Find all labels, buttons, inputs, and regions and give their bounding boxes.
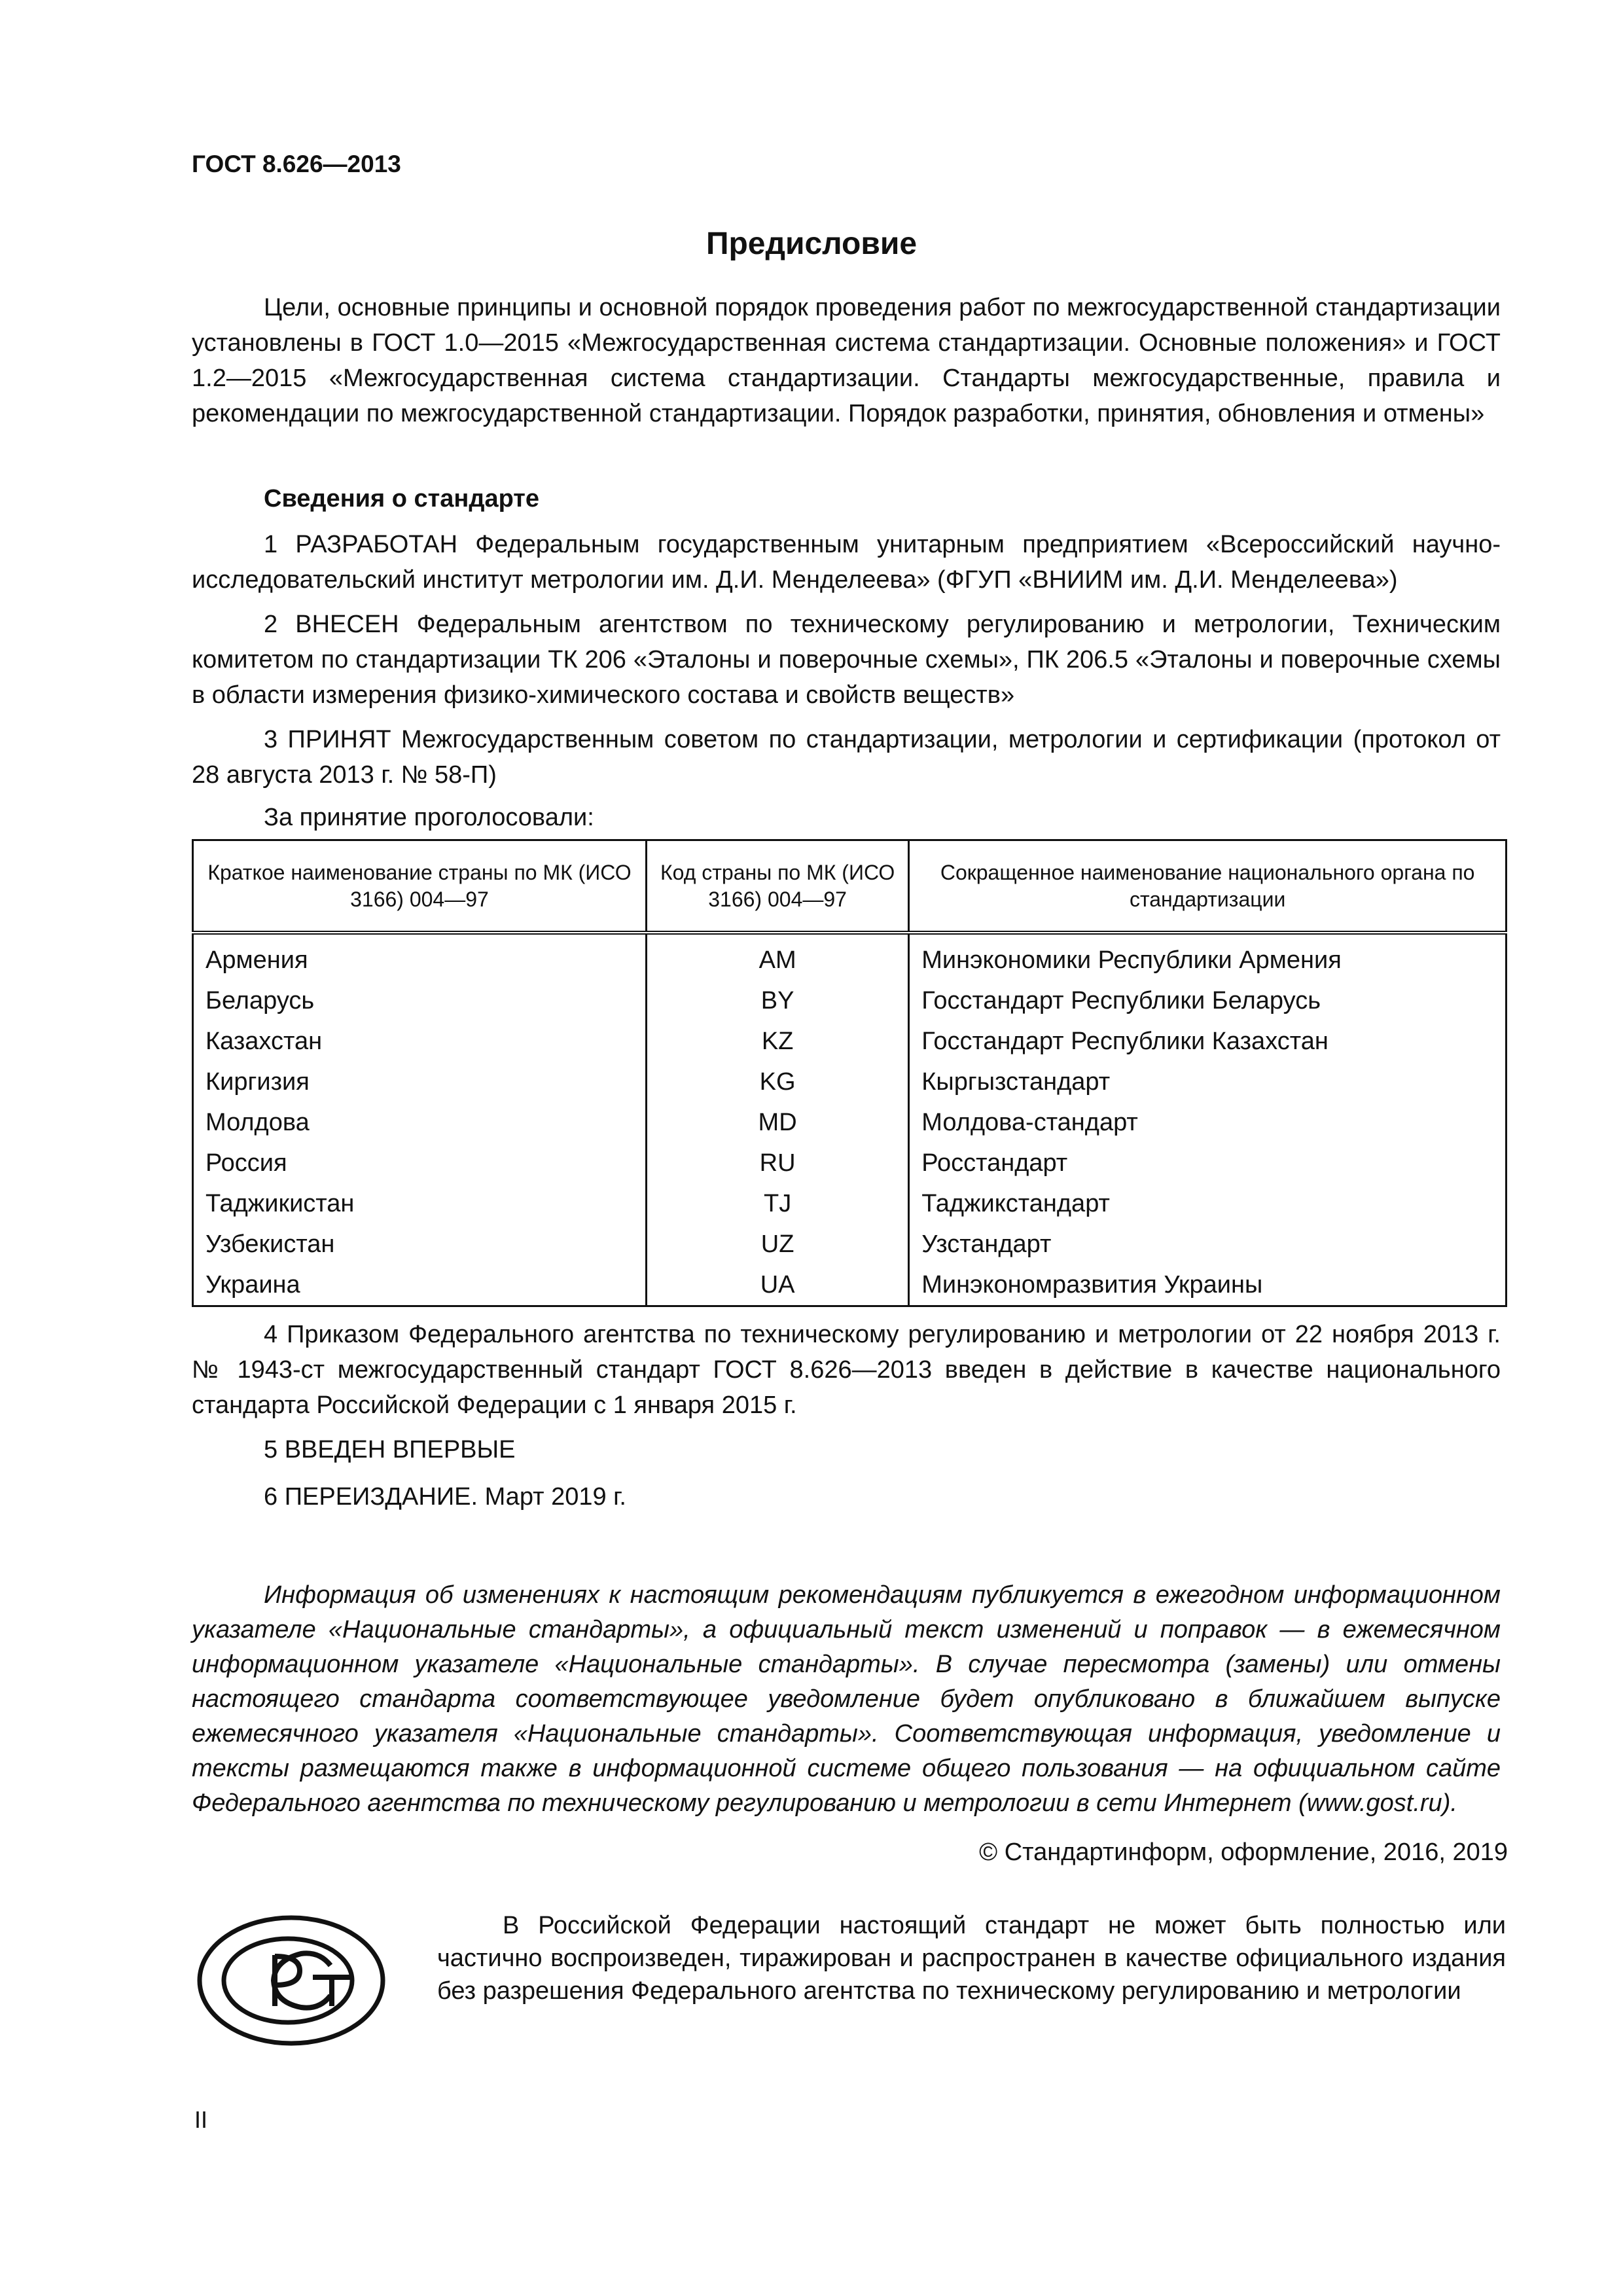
page-number: II xyxy=(194,2106,208,2133)
item-2 xyxy=(192,607,1501,713)
item-4 xyxy=(192,1317,1501,1423)
country-name: Узбекистан xyxy=(193,1224,647,1265)
item-2-text: 2 ВНЕСЕН Федеральным агентством по техническому регулированию и метрологии, Техническим комитетом по стандартизации ТК 206 «Эталоны и поверочные схемы», ПК 206.5 «Эталоны и поверочные схемы в области измерения физико-химического состава и свойств веществ» xyxy=(192,611,1501,709)
item-1 xyxy=(192,527,1501,598)
country-code: KG xyxy=(646,1062,908,1102)
country-code: BY xyxy=(646,980,908,1021)
country-name: Россия xyxy=(193,1143,647,1183)
intro-text: Цели, основные принципы и основной порядок проведения работ по межгосударственной стандартизации установлены в ГОСТ 1.0—2015 «Межгосударственная система стандартизации. Основные положения» и ГОСТ 1.2—2015 «Межгосударственная система стандартизации. Стандарты межгосударственные, правила и рекомендации по межгосударственной стандартизации. Порядок разработки, принятия, обновления и отмены» xyxy=(192,294,1501,427)
table-row xyxy=(193,1265,1507,1306)
header-country-name: Краткое наименование страны по МК (ИСО 3166) 004—97 xyxy=(193,840,647,933)
reproduction-notice xyxy=(437,1909,1506,2007)
changes-info-text: Информация об изменениях к настоящим рекомендациям публикуется в ежегодном информационном указателе «Национальные стандарты», а официальный текст изменений и поправок — в ежемесячном информационном указателе «Национальные стандарты». В случае пересмотра (замены) или отмены настоящего стандарта соответствующее уведомление будет опубликовано в ближайшем выпуске ежемесячного указателя «Национальные стандарты». Соответствующая информация, уведомление и тексты размещаются также в информационной системе общего пользования — на официальном сайте Федерального агентства по техническому регулированию и метрологии в сети Интернет (www.gost.ru). xyxy=(192,1581,1501,1817)
item-6-text: 6 ПЕРЕИЗДАНИЕ. Март 2019 г. xyxy=(264,1483,626,1511)
country-name: Армения xyxy=(193,933,647,980)
country-name: Киргизия xyxy=(193,1062,647,1102)
item-3-text: 3 ПРИНЯТ Межгосударственным советом по стандартизации, метрологии и сертификации (протокол от 28 августа 2013 г. № 58-П) xyxy=(192,726,1501,789)
copyright-line: © Стандартинформ, оформление, 2016, 2019 xyxy=(979,1839,1508,1866)
table-row xyxy=(193,1183,1507,1224)
item-1-text: 1 РАЗРАБОТАН Федеральным государственным унитарным предприятием «Всероссийский научно-исследовательский институт метрологии им. Д.И. Менделеева» (ФГУП «ВНИИМ им. Д.И. Менделеева») xyxy=(192,531,1501,594)
country-code: RU xyxy=(646,1143,908,1183)
header-country-code: Код страны по МК (ИСО 3166) 004—97 xyxy=(646,840,908,933)
national-body: Молдова-стандарт xyxy=(909,1102,1507,1143)
national-body: Таджикстандарт xyxy=(909,1183,1507,1224)
country-code: UA xyxy=(646,1265,908,1306)
standard-code-header: ГОСТ 8.626—2013 xyxy=(192,151,401,177)
country-name: Украина xyxy=(193,1265,647,1306)
reproduction-notice-text: В Российской Федерации настоящий стандарт не может быть полностью или частично воспроизведен, тиражирован и распространен в качестве официального издания без разрешения Федерального агентства по техническому регулированию и метрологии xyxy=(437,1912,1506,2005)
table-row xyxy=(193,980,1507,1021)
country-name: Таджикистан xyxy=(193,1183,647,1224)
table-row xyxy=(193,1224,1507,1265)
table-row xyxy=(193,1143,1507,1183)
country-name: Казахстан xyxy=(193,1021,647,1062)
country-name: Молдова xyxy=(193,1102,647,1143)
table-row xyxy=(193,933,1507,980)
changes-info-note xyxy=(192,1578,1501,1821)
national-body: Минэкономразвития Украины xyxy=(909,1265,1507,1306)
table-row xyxy=(193,1062,1507,1102)
national-body: Минэкономики Республики Армения xyxy=(909,933,1507,980)
page-title: Предисловие xyxy=(705,226,918,261)
country-name: Беларусь xyxy=(193,980,647,1021)
country-code: MD xyxy=(646,1102,908,1143)
country-code: TJ xyxy=(646,1183,908,1224)
section-heading: Сведения о стандарте xyxy=(264,485,540,512)
item-4-text: 4 Приказом Федерального агентства по техническому регулированию и метрологии от 22 ноября 2013 г. № 1943-ст межгосударственный стандарт ГОСТ 8.626—2013 введен в действие в качестве национального стандарта Российской Федерации с 1 января 2015 г. xyxy=(192,1321,1501,1419)
item-3 xyxy=(192,722,1501,793)
intro-paragraph xyxy=(192,290,1501,431)
national-body: Кыргызстандарт xyxy=(909,1062,1507,1102)
national-body: Госстандарт Республики Беларусь xyxy=(909,980,1507,1021)
national-body: Росстандарт xyxy=(909,1143,1507,1183)
table-row xyxy=(193,1021,1507,1062)
vote-label: За принятие проголосовали: xyxy=(264,804,594,831)
national-body: Узстандарт xyxy=(909,1224,1507,1265)
table-row xyxy=(193,1102,1507,1143)
rst-certification-mark-icon xyxy=(196,1914,386,2047)
voting-table xyxy=(192,839,1507,1307)
table-header-row xyxy=(193,840,1507,933)
country-code: UZ xyxy=(646,1224,908,1265)
country-code: AM xyxy=(646,933,908,980)
national-body: Госстандарт Республики Казахстан xyxy=(909,1021,1507,1062)
header-national-body: Сокращенное наименование национального органа по стандартизации xyxy=(909,840,1507,933)
country-code: KZ xyxy=(646,1021,908,1062)
item-5-text: 5 ВВЕДЕН ВПЕРВЫЕ xyxy=(264,1436,516,1463)
